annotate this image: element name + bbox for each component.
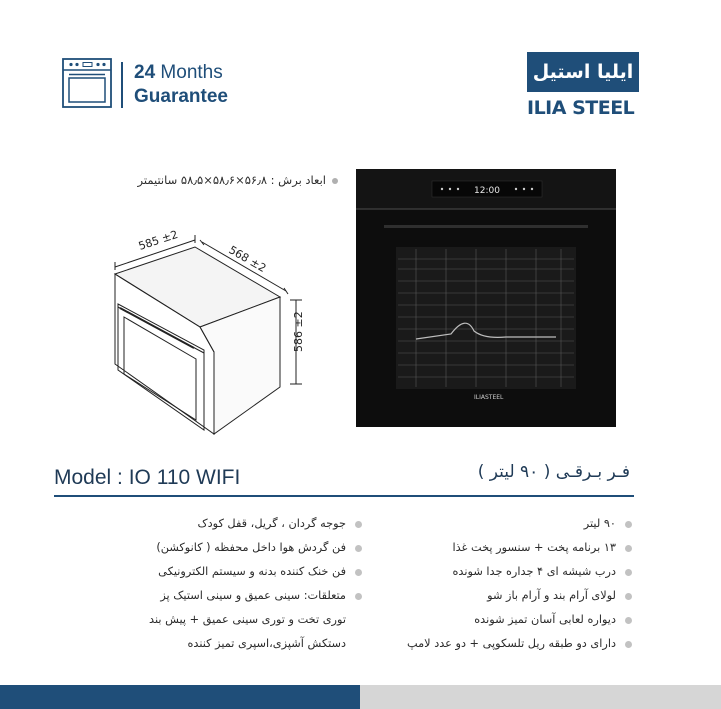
depth-dimension-label: 568 ±2 (226, 243, 269, 275)
dimension-drawing (100, 212, 315, 442)
list-item (100, 560, 362, 584)
oven-display-time: 12:00 (474, 186, 500, 196)
bullet-dot (625, 641, 632, 648)
list-item (360, 608, 632, 632)
title-underline (54, 495, 634, 497)
guarantee-months (134, 62, 223, 84)
bullet-dot (625, 569, 632, 576)
list-item (360, 584, 632, 608)
list-item (100, 512, 362, 536)
feature-text: لولای آرام بند و آرام باز شو (487, 589, 616, 602)
features-list-left (100, 512, 362, 656)
bullet-dot (332, 178, 338, 184)
bullet-dot (625, 617, 632, 624)
list-item (360, 512, 632, 536)
model-label: Model : IO 110 WIFI (54, 466, 241, 489)
feature-text: ۹۰ لیتر (583, 517, 616, 530)
feature-text: درب شیشه ای ۴ جداره جدا شونده (452, 565, 616, 578)
bullet-dot (355, 521, 362, 528)
list-item (360, 560, 632, 584)
feature-text: دیواره لعابی آسان تمیز شونده (474, 613, 616, 626)
bullet-dot (355, 545, 362, 552)
product-title: فـر بـرقـی ( ۹۰ لیتر ) (477, 462, 630, 482)
guarantee-number: 24 (134, 62, 156, 83)
brand-logo-english: ILIA STEEL (527, 97, 635, 119)
feature-text: فن خنک کننده بدنه و سیستم الکترونیکی (158, 565, 346, 578)
list-item (360, 536, 632, 560)
guarantee-divider (121, 62, 123, 108)
bullet-dot (625, 521, 632, 528)
cutout-dimensions-text: ابعاد برش : ۵۶٫۸×۵۸٫۶×۵۸٫۵ سانتیمتر (137, 173, 326, 187)
guarantee-word: Guarantee (134, 86, 228, 107)
oven-icon (62, 58, 112, 108)
feature-text: فن گردش هوا داخل محفظه ( کانوکشن) (156, 541, 346, 554)
guarantee-unit: Months (160, 62, 223, 83)
feature-text: دارای دو طبقه ریل تلسکوپی + دو عدد لامپ (407, 637, 616, 650)
bullet-dot (625, 593, 632, 600)
height-dimension-label: 586 ±2 (292, 311, 305, 352)
brand-logo (527, 52, 639, 92)
footer-bar-gray (360, 685, 721, 709)
features-list-right (360, 512, 632, 656)
feature-text: متعلقات: سینی عمیق و سینی استیک پز (160, 589, 346, 602)
cutout-dimensions (92, 173, 338, 187)
list-item (100, 608, 362, 632)
list-item (100, 632, 362, 656)
list-item (100, 536, 362, 560)
list-item (100, 584, 362, 608)
bullet-dot (355, 569, 362, 576)
feature-text: توری تخت و توری سینی عمیق + پیش بند (149, 613, 346, 626)
footer-bar-blue (0, 685, 360, 709)
brand-logo-persian: ایلیا استیل (532, 61, 634, 83)
list-item (360, 632, 632, 656)
oven-product-image (356, 169, 616, 427)
feature-text: ۱۳ برنامه پخت + سنسور پخت غذا (452, 541, 616, 554)
oven-brand-mark: ILIASTEEL (474, 394, 504, 401)
bullet-dot (355, 593, 362, 600)
width-dimension-label: 585 ±2 (136, 227, 180, 253)
feature-text: جوجه گردان ، گریل، قفل کودک (197, 517, 346, 530)
feature-text: دستکش آشپزی،اسپری تمیز کننده (187, 637, 346, 650)
bullet-dot (625, 545, 632, 552)
